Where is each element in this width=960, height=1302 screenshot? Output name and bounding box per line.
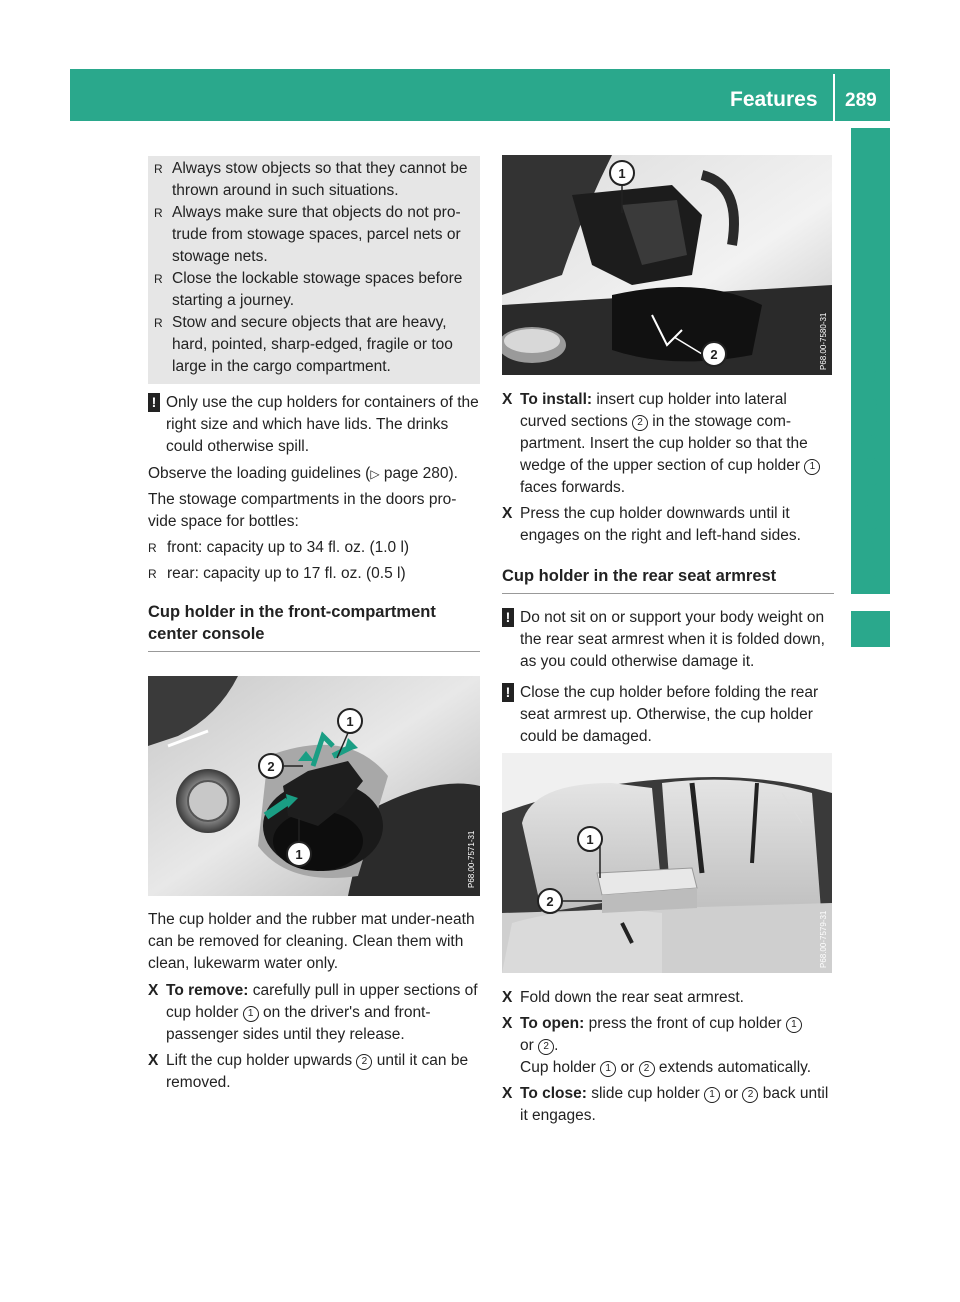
callout-2: 2 [538,1039,554,1055]
list-item: R Close the lockable stowage spaces before starting a journey. [154,270,463,309]
callout-2: 2 [639,1061,655,1077]
observe-text: Observe the loading guidelines (▷ page 280). [148,465,458,482]
list-item: R front: capacity up to 34 fl. oz. (1.0 l) [148,537,480,559]
list-item: R Always make sure that objects do not pro-trude from stowage spaces, parcel nets or stowage nets. [154,204,461,265]
step-arrow-icon: X [502,1015,513,1032]
step-press: X Press the cup holder downwards until it engages on the right and left-hand sides. [502,505,801,544]
left-column-bottom [148,909,480,1094]
warning-note: ! Close the cup holder before folding the rear seat armrest up. Otherwise, the cup holder could be damaged. [502,682,834,748]
image-code: P68.00-7571-31 [467,830,476,888]
list-item: R Stow and secure objects that are heavy, hard, pointed, sharp-edged, fragile or too large in the cargo compartment. [154,314,453,375]
step-arrow-icon: X [502,989,513,1006]
cleaning-text: The cup holder and the rubber mat under-neath can be removed for cleaning. Clean them with clean, lukewarm water only. [148,911,475,972]
left-column-top [148,156,480,652]
step-arrow-icon: X [148,982,159,999]
image-code: P68.00-7579-31 [819,910,828,968]
section-heading: Cup holder in the rear seat armrest [502,567,777,585]
section-heading: Cup holder in the front-compartment center console [148,603,436,643]
warning-note: ! Do not sit on or support your body weight on the rear seat armrest when it is folded down, as you could otherwise damage it. [502,607,834,673]
callout-2: 2 [710,347,718,362]
rear-armrest-image [502,753,832,973]
warning-icon: ! [502,608,514,627]
callout-1: 1 [804,459,820,475]
callout-1: 1 [346,714,354,729]
page-number: 289 [845,90,877,111]
bullet-icon: R [154,316,163,330]
step-arrow-icon: X [502,1085,513,1102]
bullet-icon: R [148,541,157,555]
safety-box [148,156,480,384]
heading-rule [502,593,834,594]
warning-icon: ! [148,393,160,412]
front-console-image [148,676,480,896]
image-code: P68.00-7580-31 [819,312,828,370]
doors-text: The stowage compartments in the doors pro-vide space for bottles: [148,491,457,530]
callout-2: 2 [546,894,554,909]
stowage-compartment-image [502,155,832,375]
callout-1: 1 [618,166,626,181]
bullet-icon: R [154,162,163,176]
callout-2: 2 [742,1087,758,1103]
header-separator [833,74,835,121]
step-lift: X Lift the cup holder upwards 2 until it can be removed. [148,1052,469,1091]
header-title: Features [730,88,818,111]
step-arrow-icon: X [502,391,513,408]
bullet-icon: R [154,206,163,220]
list-item: R rear: capacity up to 17 fl. oz. (0.5 l) [148,563,480,585]
heading-rule [148,651,480,652]
list-item: R Always stow objects so that they cannot be thrown around in such situations. [154,160,468,199]
step-arrow-icon: X [502,505,513,522]
bullet-icon: R [148,567,157,581]
step-remove: X To remove: carefully pull in upper sections of cup holder 1 on the driver's and front-passenger sides until they release. [148,982,478,1043]
right-column-bottom [502,987,834,1127]
callout-1: 1 [243,1006,259,1022]
page-ref-arrow-icon: ▷ [370,467,380,481]
warning-note: ! Only use the cup holders for containers of the right size and which have lids. The drinks could otherwise spill. [148,392,480,458]
bullet-icon: R [154,272,163,286]
callout-2: 2 [632,415,648,431]
warning-icon: ! [502,683,514,702]
callout-1: 1 [786,1017,802,1033]
callout-2: 2 [267,759,275,774]
step-fold: X Fold down the rear seat armrest. [502,987,834,1009]
step-arrow-icon: X [148,1052,159,1069]
side-tab-marker [851,611,890,647]
callout-2: 2 [356,1054,372,1070]
callout-1: 1 [586,832,594,847]
right-column-top [502,389,834,748]
callout-1: 1 [704,1087,720,1103]
callout-1: 1 [600,1061,616,1077]
callout-1: 1 [295,847,303,862]
section-tab-label: Stowage and features [857,361,882,589]
step-open: X To open: press the front of cup holder 1 or 2 . Cup holder 1 or 2 extends automatically. [502,1015,812,1076]
step-close: X To close: slide cup holder 1 or 2 back until it engages. [502,1085,829,1124]
step-install: X To install: insert cup holder into lateral curved sections 2 in the stowage com-partment. Insert the cup holder so that the wedge of the upper section of cup holder 1 faces forwards. [502,389,834,499]
